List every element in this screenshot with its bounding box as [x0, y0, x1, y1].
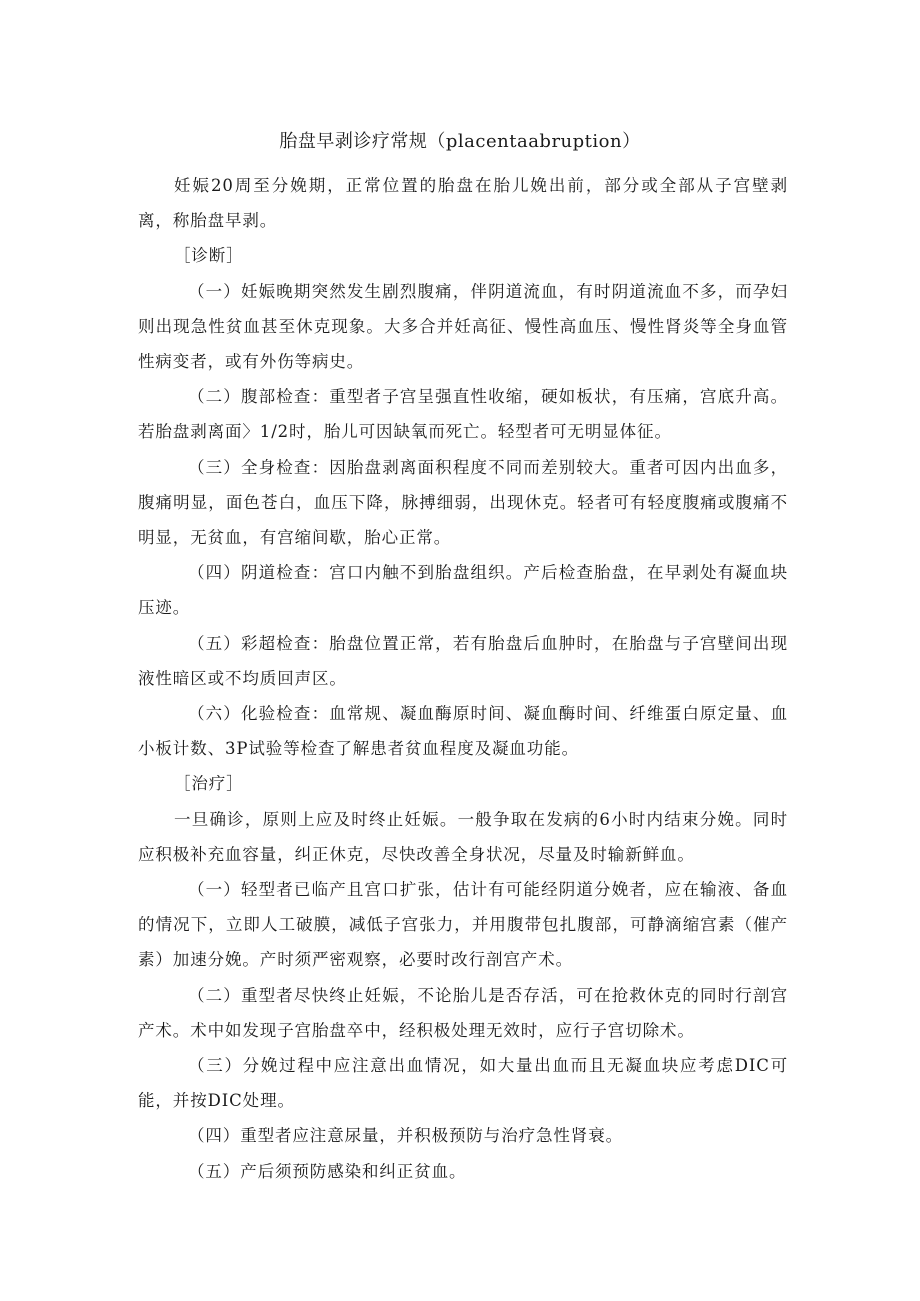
diagnosis-item: （二）腹部检查：重型者子宫呈强直性收缩，硬如板状，有压痛，宫底升高。若胎盘剥离面〉1/2时，胎儿可因缺氧而死亡。轻型者可无明显体征。: [138, 387, 788, 442]
diagnosis-item: （六）化验检查：血常规、凝血酶原时间、凝血酶时间、纤维蛋白原定量、血小板计数、3P试验等检查了解患者贫血程度及凝血功能。: [138, 704, 788, 759]
treatment-intro: 一旦确诊，原则上应及时终止妊娠。一般争取在发病的6小时内结束分娩。同时应积极补充血容量，纠正休克，尽快改善全身状况，尽量及时输新鲜血。: [138, 809, 788, 864]
diagnosis-item: （五）彩超检查：胎盘位置正常，若有胎盘后血肿时，在胎盘与子宫壁间出现液性暗区或不均质回声区。: [138, 633, 788, 688]
intro-paragraph: 妊娠20周至分娩期，正常位置的胎盘在胎儿娩出前，部分或全部从子宫壁剥离，称胎盘早剥。: [138, 176, 788, 231]
treatment-item: （五）产后须预防感染和纠正贫血。: [188, 1161, 467, 1181]
treatment-item: （二）重型者尽快终止妊娠，不论胎儿是否存活，可在抢救休克的同时行剖宫产术。术中如发现子宫胎盘卒中，经积极处理无效时，应行子宫切除术。: [138, 985, 788, 1040]
page-title: 胎盘早剥诊疗常规（placentaabruption）: [279, 131, 641, 152]
diagnosis-item: （三）全身检查：因胎盘剥离面积程度不同而差别较大。重者可因内出血多，腹痛明显，面色苍白，血压下降，脉搏细弱，出现休克。轻者可有轻度腹痛或腹痛不明显，无贫血，有宫缩间歇，胎心正常。: [138, 457, 788, 548]
treatment-item: （三）分娩过程中应注意出血情况，如大量出血而且无凝血块应考虑DIC可能，并按DIC处理。: [138, 1056, 788, 1111]
document-body: [138, 168, 788, 1189]
diagnosis-item: （四）阴道检查：宫口内触不到胎盘组织。产后检查胎盘，在早剥处有凝血块压迹。: [138, 563, 788, 618]
treatment-heading: ［治疗］: [174, 774, 244, 794]
treatment-item: （一）轻型者已临产且宫口扩张，估计有可能经阴道分娩者，应在输液、备血的情况下，立即人工破膜，减低子宫张力，并用腹带包扎腹部，可静滴缩宫素（催产素）加速分娩。产时须严密观察，必要时改行剖宫产术。: [138, 880, 788, 970]
diagnosis-item: （一）妊娠晚期突然发生剧烈腹痛，伴阴道流血，有时阴道流血不多，而孕妇则出现急性贫血甚至休克现象。大多合并妊高征、慢性高血压、慢性肾炎等全身血管性病变者，或有外伤等病史。: [138, 281, 788, 372]
treatment-item: （四）重型者应注意尿量，并积极预防与治疗急性肾衰。: [188, 1126, 623, 1146]
diagnosis-heading: ［诊断］: [174, 246, 244, 266]
